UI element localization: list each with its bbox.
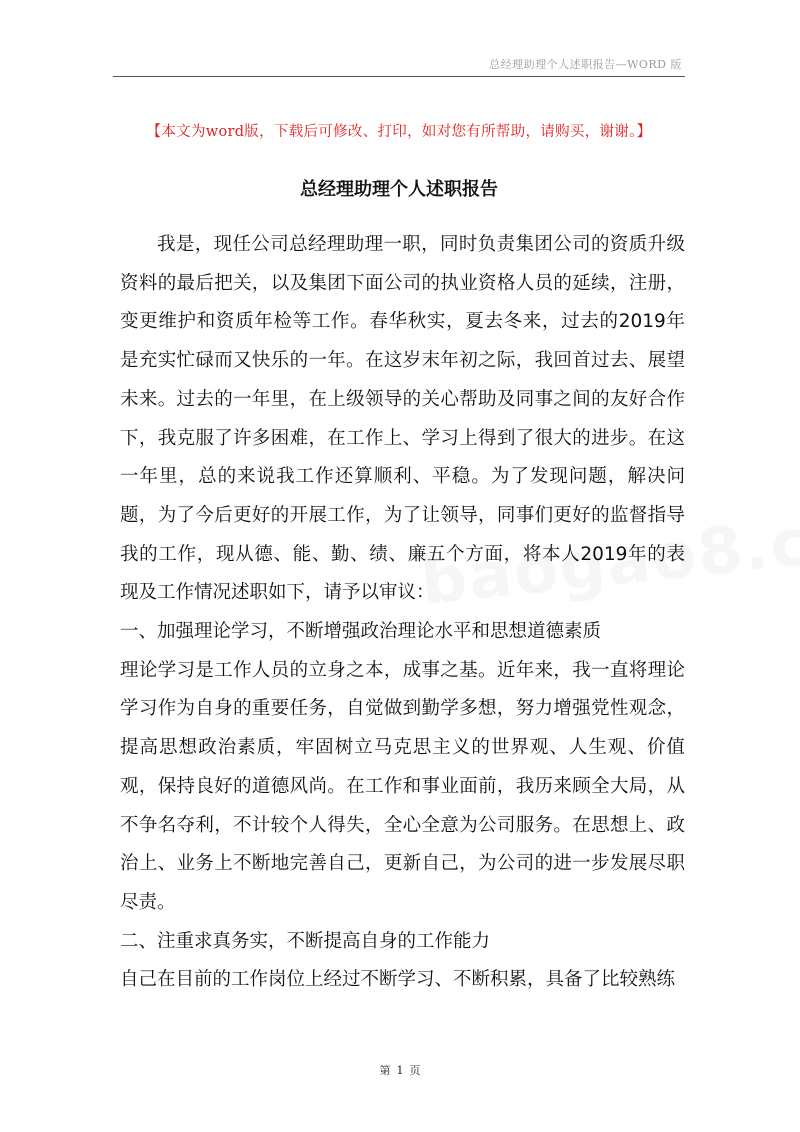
page-suffix: 页 bbox=[409, 1064, 421, 1077]
page-number: 1 bbox=[396, 1064, 404, 1077]
page-footer bbox=[0, 1062, 800, 1078]
header-divider bbox=[113, 76, 685, 77]
page-prefix: 第 bbox=[379, 1064, 391, 1077]
section-heading-2: 二、注重求真务实，不断提高自身的工作能力 bbox=[120, 930, 491, 952]
section-2-paragraph: 自己在目前的工作岗位上经过不断学习、不断积累，具备了比较熟练 bbox=[120, 969, 676, 991]
section-heading-1: 一、加强理论学习，不断增强政治理论水平和思想道德素质 bbox=[120, 621, 602, 643]
purchase-notice: 【本文为word版，下载后可修改、打印，如对您有所帮助，请购买，谢谢。】 bbox=[146, 124, 652, 140]
section-1-paragraph: 理论学习是工作人员的立身之本，成事之基。近年来，我一直将理论学习作为自身的重要任务，自觉做到勤学多想，努力增强党性观念，提高思想政治素质，牢固树立马克思主义的世界观、人生观、价值观，保持良好的道德风尚。在工作和事业面前，我历来顾全大局，从不争名夺利，不计较个人得失，全心全意为公司服务。在思想上、政治上、业务上不断地完善自己，更新自己，为公司的进一步发展尽职尽责。 bbox=[120, 659, 685, 913]
running-header: 总经理助理个人述职报告—WORD 版 bbox=[489, 58, 682, 71]
document-title: 总经理助理个人述职报告 bbox=[300, 179, 498, 200]
intro-paragraph: 我是，现任公司总经理助理一职，同时负责集团公司的资质升级资料的最后把关，以及集团下面公司的执业资格人员的延续，注册，变更维护和资质年检等工作。春华秋实，夏去冬来，过去的2019年是充实忙碌而又快乐的一年。在这岁末年初之际，我回首过去、展望未来。过去的一年里，在上级领导的关心帮助及同事之间的友好合作下，我克服了许多困难，在工作上、学习上得到了很大的进步。在这一年里，总的来说我工作还算顺利、平稳。为了发现问题，解决问题，为了今后更好的开展工作，为了让领导，同事们更好的监督指导我的工作，现从德、能、勤、绩、廉五个方面，将本人2019年的表现及工作情况述职如下，请予以审议： bbox=[120, 234, 685, 604]
document-body bbox=[120, 226, 685, 1000]
